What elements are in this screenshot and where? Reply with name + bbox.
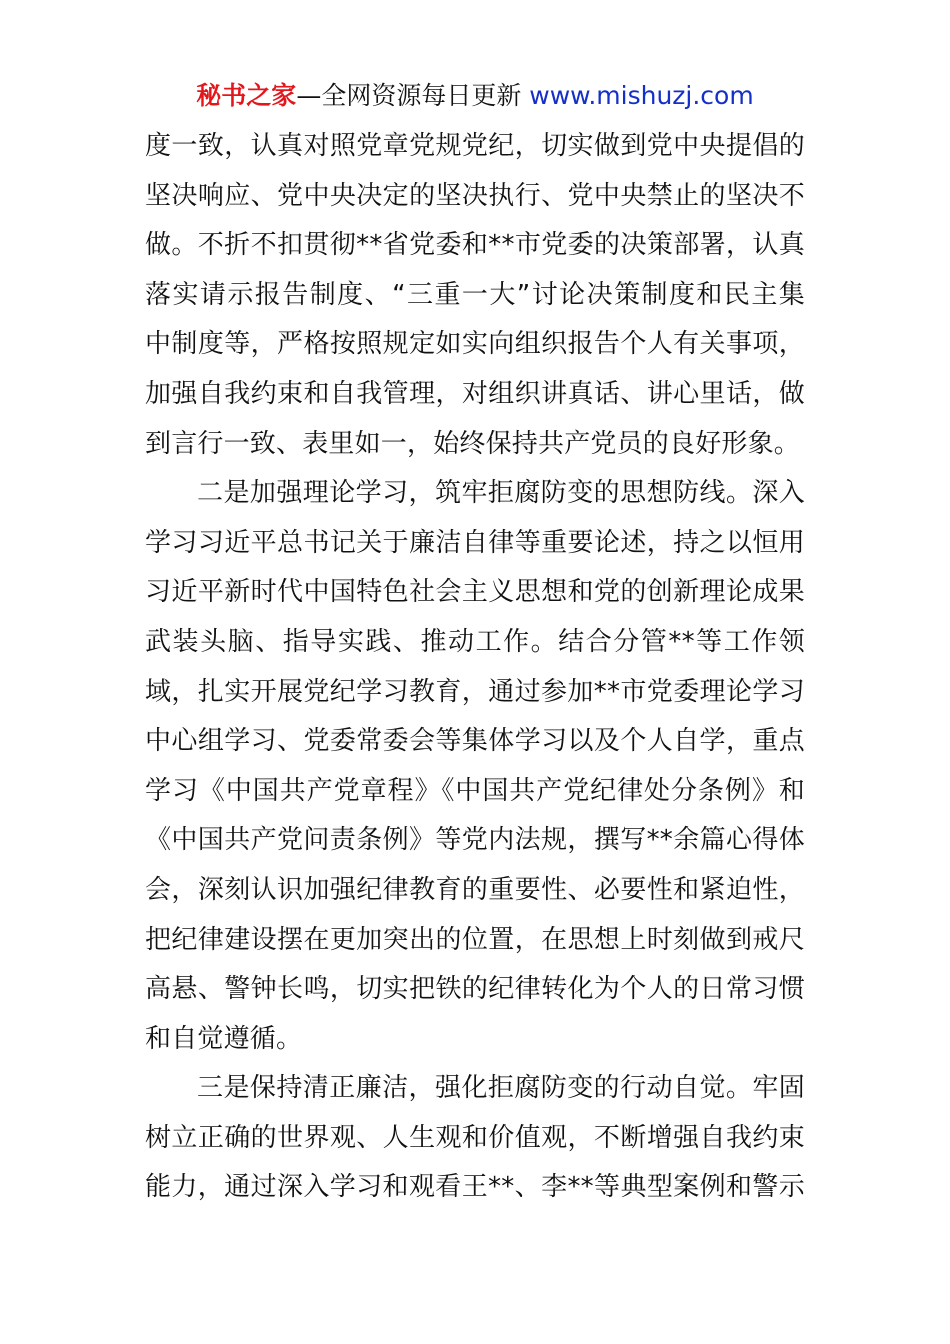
text-line: 中心组学习、党委常委会等集体学习以及个人自学，重点	[145, 726, 805, 757]
text-line: 到言行一致、表里如一，始终保持共产党员的良好形象。	[145, 428, 801, 459]
site-tagline: —全网资源每日更新	[296, 81, 522, 110]
text-line: 能力，通过深入学习和观看王**、李**等典型案例和警示	[145, 1172, 805, 1203]
text-line: 把纪律建设摆在更加突出的位置，在思想上时刻做到戒尺	[145, 924, 805, 955]
text-line: 《中国共产党问责条例》等党内法规，撰写**余篇心得体	[145, 825, 805, 856]
text-line: 学习《中国共产党章程》《中国共产党纪律处分条例》和	[145, 775, 805, 806]
text-line: 做。不折不扣贯彻**省党委和**市党委的决策部署，认真	[145, 230, 805, 261]
text-line: 中制度等，严格按照规定如实向组织报告个人有关事项，	[145, 329, 805, 360]
site-url-link[interactable]: www.mishuzj.com	[529, 81, 754, 110]
text-line: 度一致，认真对照党章党规党纪，切实做到党中央提倡的	[145, 131, 805, 161]
text-line: 域，扎实开展党纪学习教育，通过参加**市党委理论学习	[145, 676, 805, 707]
text-line: 会，深刻认识加强纪律教育的重要性、必要性和紧迫性，	[145, 874, 805, 905]
text-line: 武装头脑、指导实践、推动工作。结合分管**等工作领	[145, 626, 805, 657]
document-body	[145, 122, 805, 1213]
text-line: 加强自我约束和自我管理，对组织讲真话、讲心里话，做	[145, 378, 805, 409]
text-line: 坚决响应、党中央决定的坚决执行、党中央禁止的坚决不	[145, 180, 805, 211]
paragraph-start-line: 二是加强理论学习，筑牢拒腐防变的思想防线。深入	[197, 478, 805, 509]
site-header	[0, 80, 950, 112]
text-line: 习近平新时代中国特色社会主义思想和党的创新理论成果	[145, 577, 805, 608]
text-line: 高悬、警钟长鸣，切实把铁的纪律转化为个人的日常习惯	[145, 974, 805, 1005]
text-line: 学习习近平总书记关于廉洁自律等重要论述，持之以恒用	[145, 527, 805, 558]
site-brand: 秘书之家	[196, 81, 297, 110]
paragraph-start-line: 三是保持清正廉洁，强化拒腐防变的行动自觉。牢固	[197, 1073, 805, 1104]
text-line: 落实请示报告制度、“三重一大”讨论决策制度和民主集	[145, 279, 805, 310]
text-line: 和自觉遵循。	[145, 1023, 303, 1054]
text-line: 树立正确的世界观、人生观和价值观，不断增强自我约束	[145, 1122, 805, 1153]
